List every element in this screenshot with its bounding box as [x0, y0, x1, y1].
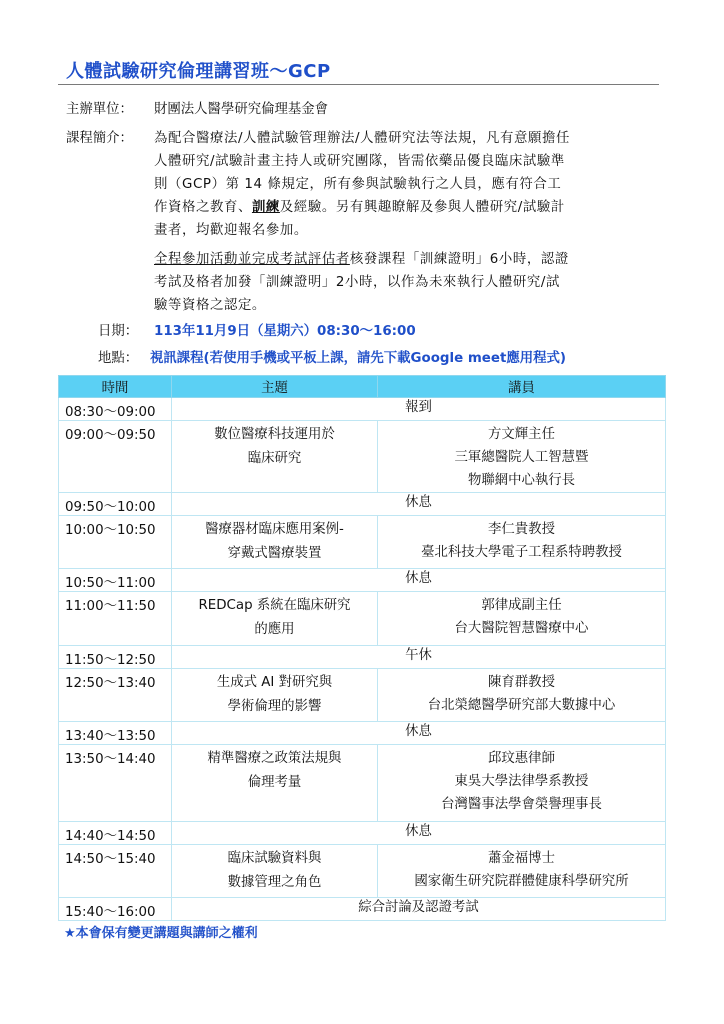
- intro-text-part: 作資格之教育、: [154, 200, 252, 215]
- organizer-value: 財團法人醫學研究倫理基金會: [154, 102, 329, 117]
- certificate-text: 核發課程「訓練證明」6小時，認證: [349, 252, 569, 267]
- time-cell: 15:40～16:00: [59, 898, 172, 921]
- intro-text: [154, 127, 660, 317]
- header-speaker: 講員: [378, 376, 666, 398]
- venue-value: 視訊課程(若使用手機或平板上課，請先下載Google meet應用程式): [150, 351, 567, 366]
- header-topic: 主題: [172, 376, 378, 398]
- page-title: 人體試驗研究倫理講習班～GCP: [66, 61, 331, 82]
- header-time: 時間: [59, 376, 172, 398]
- title-divider: [58, 84, 659, 85]
- table-row: [59, 398, 666, 421]
- time-cell: 09:50～10:00: [59, 493, 172, 516]
- table-row: [59, 569, 666, 592]
- speaker-cell: [378, 421, 666, 493]
- time-cell: 10:50～11:00: [59, 569, 172, 592]
- speaker-line: 台大醫院智慧醫療中心: [454, 621, 589, 636]
- schedule-table: [58, 375, 666, 921]
- speaker-line: 台灣醫事法學會榮譽理事長: [441, 797, 602, 812]
- session-cell: 午休: [172, 646, 666, 669]
- topic-cell: [172, 421, 378, 493]
- session-cell: 休息: [172, 569, 666, 592]
- table-row: [59, 646, 666, 669]
- intro-section: [66, 127, 686, 317]
- speaker-line: 物聯網中心執行長: [467, 473, 576, 488]
- speaker-line: 台北榮總醫學研究部大數據中心: [427, 698, 616, 713]
- time-cell: 11:00～11:50: [59, 592, 172, 646]
- topic-line: 生成式 AI 對研究與: [216, 675, 333, 690]
- topic-cell: [172, 669, 378, 722]
- table-row: [59, 745, 666, 822]
- speaker-line: 東吳大學法律學系教授: [454, 774, 589, 789]
- intro-line: 畫者，均歡迎報名參加。: [154, 223, 308, 238]
- table-row: [59, 722, 666, 745]
- table-row: [59, 845, 666, 898]
- venue-label: 地點：: [98, 351, 139, 366]
- speaker-line: 郭律成副主任: [481, 598, 562, 613]
- date-value: 113年11月9日（星期六）08:30～16:00: [154, 324, 416, 339]
- time-cell: 11:50～12:50: [59, 646, 172, 669]
- speaker-line: 三軍總醫院人工智慧暨: [454, 450, 589, 465]
- speaker-line: 陳育群教授: [488, 675, 555, 690]
- topic-line: 倫理考量: [247, 775, 302, 790]
- session-cell: 報到: [172, 398, 666, 421]
- certificate-note-line: 驗等資格之認定。: [154, 298, 266, 313]
- topic-line: 學術倫理的影響: [227, 699, 322, 714]
- session-cell: 休息: [172, 722, 666, 745]
- time-cell: 09:00～09:50: [59, 421, 172, 493]
- topic-line: 臨床研究: [247, 451, 302, 466]
- time-cell: 13:40～13:50: [59, 722, 172, 745]
- speaker-cell: [378, 845, 666, 898]
- topic-cell: [172, 516, 378, 569]
- intro-line: [154, 196, 660, 219]
- table-header-row: [59, 376, 666, 398]
- topic-line: REDCap 系統在臨床研究: [198, 598, 351, 613]
- certificate-condition: 全程參加活動並完成考試評估者: [154, 252, 350, 267]
- topic-line: 數據管理之角色: [227, 875, 322, 890]
- organizer-row: [66, 98, 686, 121]
- speaker-line: 方文輝主任: [488, 427, 555, 442]
- table-row: [59, 669, 666, 722]
- topic-line: 精準醫療之政策法規與: [207, 751, 342, 766]
- time-cell: 08:30～09:00: [59, 398, 172, 421]
- table-row: [59, 421, 666, 493]
- disclaimer-footnote: ★本會保有變更講題與講師之權利: [64, 926, 258, 941]
- table-row: [59, 493, 666, 516]
- intro-line: 為配合醫療法/人體試驗管理辦法/人體研究法等法規，凡有意願擔任: [154, 131, 570, 146]
- table-row: [59, 822, 666, 845]
- session-cell: 休息: [172, 822, 666, 845]
- table-row: [59, 516, 666, 569]
- time-cell: 14:40～14:50: [59, 822, 172, 845]
- time-cell: 10:00～10:50: [59, 516, 172, 569]
- intro-line: 則（GCP）第 14 條規定，所有參與試驗執行之人員，應有符合工: [154, 177, 562, 192]
- topic-line: 臨床試驗資料與: [227, 851, 322, 866]
- table-row: [59, 592, 666, 646]
- time-cell: 13:50～14:40: [59, 745, 172, 822]
- speaker-line: 蕭金福博士: [488, 851, 555, 866]
- topic-line: 穿戴式醫療裝置: [227, 546, 322, 561]
- topic-line: 數位醫療科技運用於: [214, 427, 335, 442]
- table-row: [59, 898, 666, 921]
- topic-cell: [172, 592, 378, 646]
- certificate-note-line: [154, 248, 660, 271]
- organizer-label: 主辦單位：: [66, 102, 133, 117]
- speaker-cell: [378, 745, 666, 822]
- certificate-note-line: 考試及格者加發「訓練證明」2小時，以作為未來執行人體研究/試: [154, 275, 560, 290]
- session-cell: 綜合討論及認證考試: [172, 898, 666, 921]
- speaker-line: 臺北科技大學電子工程系特聘教授: [421, 545, 622, 560]
- topic-cell: [172, 845, 378, 898]
- topic-cell: [172, 745, 378, 822]
- speaker-line: 邱玟惠律師: [488, 751, 555, 766]
- intro-text-part: 及經驗。另有興趣瞭解及參與人體研究/試驗計: [279, 200, 565, 215]
- time-cell: 14:50～15:40: [59, 845, 172, 898]
- intro-line: 人體研究/試驗計畫主持人或研究團隊，皆需依藥品優良臨床試驗準: [154, 154, 565, 169]
- intro-label: 課程簡介：: [66, 131, 133, 146]
- speaker-cell: [378, 516, 666, 569]
- topic-line: 的應用: [254, 622, 295, 637]
- speaker-cell: [378, 669, 666, 722]
- training-emphasis: 訓練: [251, 200, 280, 215]
- speaker-cell: [378, 592, 666, 646]
- session-cell: 休息: [172, 493, 666, 516]
- speaker-line: 李仁貴教授: [488, 522, 555, 537]
- topic-line: 醫療器材臨床應用案例-: [205, 522, 344, 537]
- time-cell: 12:50～13:40: [59, 669, 172, 722]
- speaker-line: 國家衛生研究院群體健康科學研究所: [414, 874, 629, 889]
- date-label: 日期：: [98, 324, 139, 339]
